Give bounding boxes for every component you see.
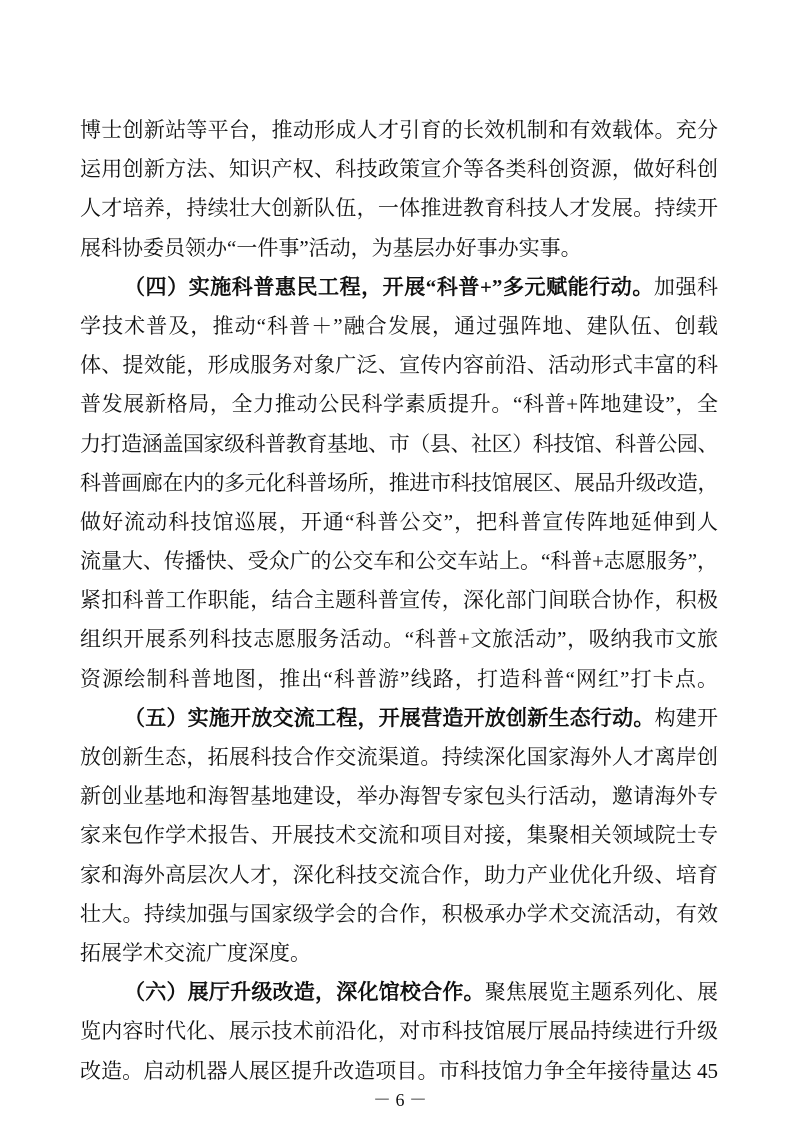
body-line: 科普画廊在内的多元化科普场所，推进市科技馆展区、展品升级改造，: [80, 470, 718, 495]
body-line: 做好流动科技馆巡展，开通“科普公交”，把科普宣传阵地延伸到人: [80, 509, 718, 534]
body-text-block: [80, 111, 718, 1091]
body-line: 运用创新方法、知识产权、科技政策宣介等各类科创资源，做好科创: [80, 157, 718, 182]
body-line: 紧扣科普工作职能，结合主题科普宣传，深化部门间联合协作，积极: [80, 588, 718, 613]
body-line: 博士创新站等平台，推动形成人才引育的长效机制和有效载体。充分: [80, 118, 718, 142]
body-text: 聚焦展览主题系列化、展: [484, 980, 719, 1005]
body-line: 新创业基地和海智基地建设，举办海智专家包头行活动，邀请海外专: [80, 784, 718, 809]
section-heading-line: [80, 268, 718, 307]
body-line: 人才培养，持续壮大创新队伍，一体推进教育科技人才发展。持续开: [80, 196, 718, 221]
section-heading-line: [80, 699, 718, 738]
body-line: 放创新生态，拓展科技合作交流渠道。持续深化国家海外人才离岸创: [80, 745, 718, 769]
body-line: 组织开展系列科技志愿服务活动。“科普+文旅活动”，吸纳我市文旅: [80, 627, 718, 652]
page-number: － 6 －: [373, 1090, 427, 1110]
section-heading-line: [80, 973, 718, 1012]
body-line: 普发展新格局，全力推动公民科学素质提升。“科普+阵地建设”，全: [80, 392, 718, 417]
body-line: 壮大。持续加强与国家级学会的合作，积极承办学术交流活动，有效: [80, 901, 718, 926]
body-line: 体、提效能，形成服务对象广泛、宣传内容前沿、活动形式丰富的科: [80, 353, 718, 378]
section-heading: （五）实施开放交流工程，开展营造开放创新生态行动。: [124, 705, 655, 730]
body-line: 学技术普及，推动“科普＋”融合发展，通过强阵地、建队伍、创载: [80, 313, 718, 338]
body-line: 力打造涵盖国家级科普教育基地、市（县、社区）科技馆、科普公园、: [80, 431, 718, 456]
body-line: 拓展学术交流广度深度。: [80, 940, 311, 965]
body-line: 展科协委员领办“一件事”活动，为基层办好事办实事。: [80, 235, 582, 260]
body-line: 流量大、传播快、受众广的公交车和公交车站上。“科普+志愿服务”，: [80, 549, 718, 574]
body-line: 家和海外高层次人才，深化科技交流合作，助力产业优化升级、培育: [80, 862, 718, 887]
section-heading: （六）展厅升级改造，深化馆校合作。: [124, 980, 485, 1005]
body-line: 家来包作学术报告、开展技术交流和项目对接，集聚相关领域院士专: [80, 823, 718, 848]
body-line: 改造。启动机器人展区提升改造项目。市科技馆力争全年接待量达 45: [80, 1058, 718, 1083]
body-text: 加强科: [653, 274, 719, 299]
body-line: 资源绘制科普地图，推出“科普游”线路，打造科普“网红”打卡点。: [80, 666, 718, 691]
body-text: 构建开: [654, 705, 719, 730]
section-heading: （四）实施科普惠民工程，开展“科普+”多元赋能行动。: [124, 274, 654, 299]
body-line: 览内容时代化、展示技术前沿化，对市科技馆展厅展品持续进行升级: [80, 1019, 718, 1044]
